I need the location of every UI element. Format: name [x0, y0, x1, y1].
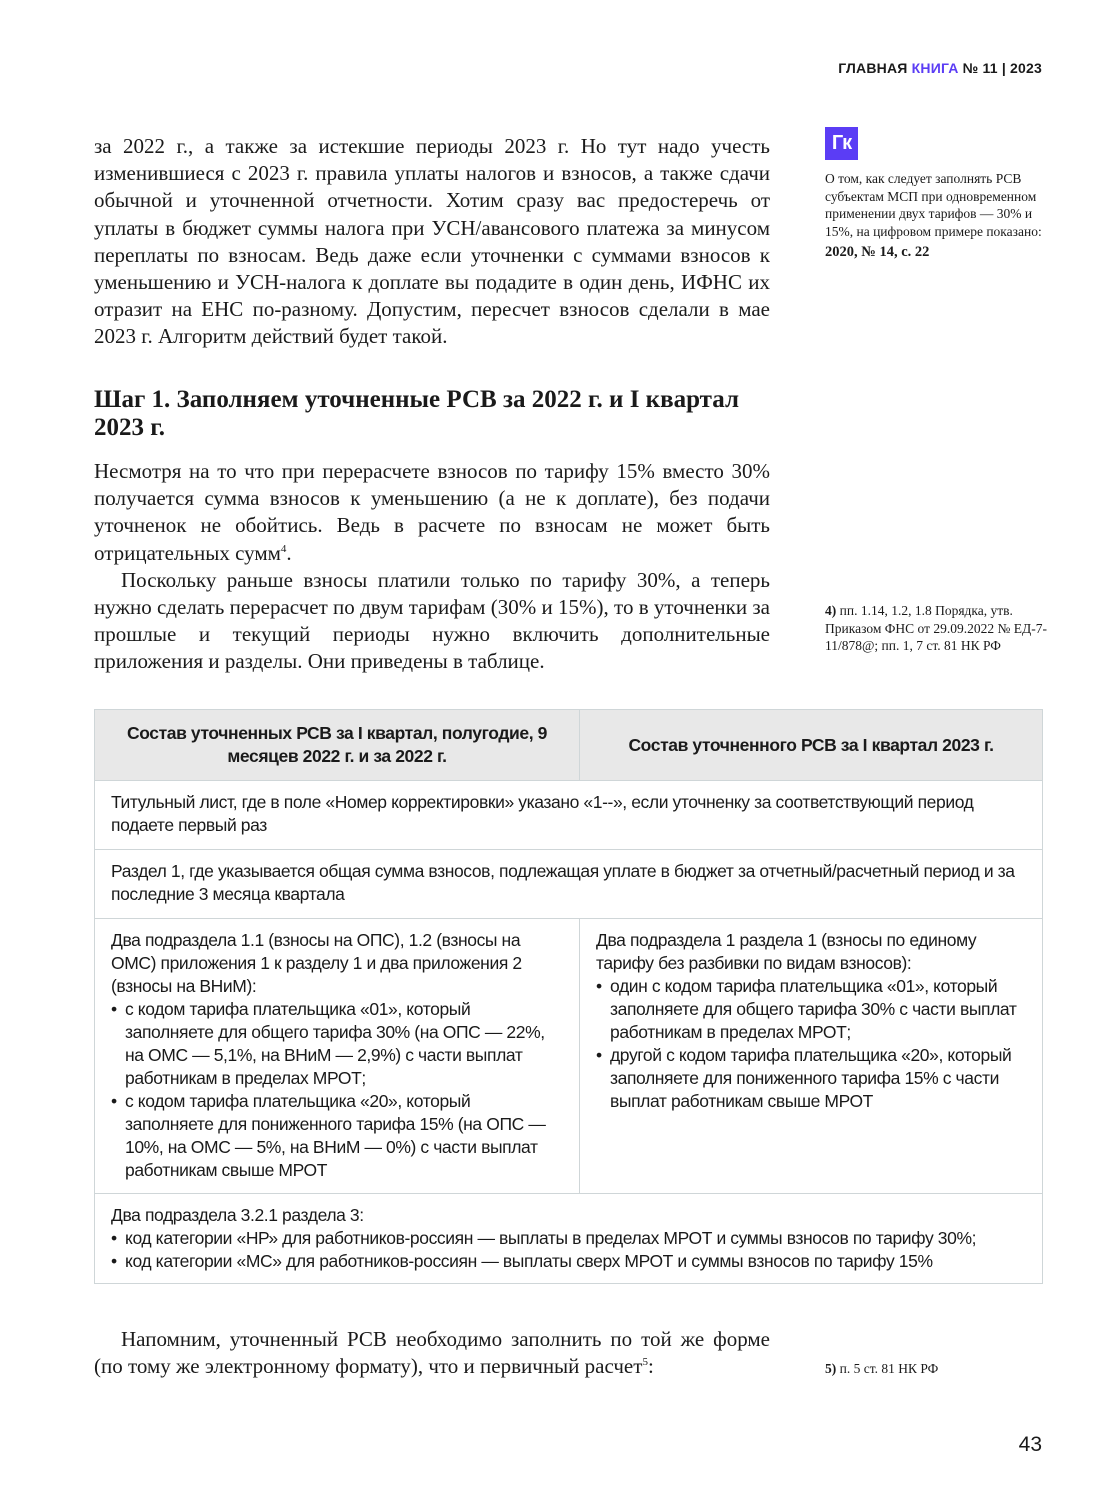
column-header: Состав уточненного РСВ за I квартал 2023 г.	[580, 710, 1043, 781]
table-row	[95, 1194, 1043, 1284]
sidebar-reference: 2020, № 14, с. 22	[825, 244, 930, 261]
closing-paragraph	[94, 1326, 770, 1380]
brand-name: ГЛАВНАЯ	[838, 60, 908, 76]
table-cell: Раздел 1, где указывается общая сумма взносов, подлежащая уплате в бюджет за отчетный/расчетный период и за последние 3 месяца квартала	[95, 850, 1043, 919]
footnote-number: 5)	[825, 1361, 837, 1376]
list-item: • другой с кодом тарифа плательщика «20», который заполняете для пониженного тарифа 15% с части выплат работникам свыше МРОТ	[610, 1044, 1026, 1113]
issue-number: № 11 | 2023	[962, 60, 1042, 76]
table-header-row	[95, 710, 1043, 781]
sidebar-text: О том, как следует заполнять РСВ субъектам МСП при одновременном применении двух тарифов — 30% и 15%, на цифровом примере показано:	[825, 171, 1042, 239]
list-item: • код категории «НР» для работников-россиян — выплаты в пределах МРОТ и суммы взносов по тарифу 30%;	[125, 1227, 1034, 1250]
footnote-4	[825, 602, 1050, 655]
paragraph-text: Напомним, уточненный РСВ необходимо заполнить по той же форме (по тому же электронному формату), что и первичный расчет	[94, 1327, 770, 1379]
table-cell	[95, 919, 580, 1194]
table-cell	[580, 919, 1043, 1194]
cell-intro: Два подраздела 1.1 (взносы на ОПС), 1.2 (взносы на ОМС) приложения 1 к разделу 1 и два приложения 2 (взносы на ВНиМ):	[111, 930, 522, 996]
cell-intro: Два подраздела 3.2.1 раздела 3:	[111, 1205, 364, 1225]
footnote-text: п. 5 ст. 81 НК РФ	[839, 1361, 939, 1376]
list-item: • код категории «МС» для работников-россиян — выплаты сверх МРОТ и суммы взносов по тарифу 15%	[125, 1250, 1034, 1273]
table-cell	[95, 1194, 1043, 1284]
body-text	[94, 458, 770, 676]
paragraph-text: за 2022 г., а также за истекшие периоды 2023 г. Но тут надо учесть изменившиеся с 2023 г. правила уплаты налогов и взносов, а также сдачи обычной и уточненной отчетности. Хотим сразу вас предостеречь от уплаты в бюджет суммы налога при УСН/авансового платежа за минусом переплаты по взносам. Ведь даже если уточненки с суммами взносов к уменьшению и УСН-налога к доплате вы подадите в один день, ИФНС их отразит на ЕНС по-разному. Допустим, пересчет взносов сделали в мае 2023 г. Алгоритм действий будет такой.	[94, 134, 770, 349]
comparison-table	[94, 709, 1043, 1284]
footnote-text: пп. 1.14, 1.2, 1.8 Порядка, утв. Приказом ФНС от 29.09.2022 № ЕД-7-11/878@; пп. 1, 7 ст. 81 НК РФ	[825, 603, 1047, 654]
intro-paragraph	[94, 133, 770, 351]
paragraph-1	[94, 458, 770, 567]
punctuation: :	[647, 1354, 654, 1379]
section-heading: Шаг 1. Заполняем уточненные РСВ за 2022 г. и I квартал 2023 г.	[94, 386, 739, 441]
list-item: • один с кодом тарифа плательщика «01», который заполняете для общего тарифа 30% с части выплат работникам в пределах МРОТ;	[610, 975, 1026, 1044]
list-item: • с кодом тарифа плательщика «01», который заполняете для общего тарифа 30% (на ОПС — 22%, на ОМС — 5,1%, на ВНиМ — 2,9%) с части выплат работникам в пределах МРОТ;	[125, 998, 563, 1090]
paragraph-2: Поскольку раньше взносы платили только по тарифу 30%, а теперь нужно сделать перерасчет по двум тарифам (30% и 15%), то в уточненки за прошлые и текущий периоды нужно включить дополнительные приложения и разделы. Они приведены в таблице.	[94, 567, 770, 674]
table-row	[95, 919, 1043, 1194]
bullet-list	[111, 1227, 1034, 1273]
footnote-5	[825, 1360, 1050, 1378]
punctuation: .	[286, 540, 292, 565]
gk-logo: Гк	[825, 127, 858, 160]
footnote-ref[interactable]: 4	[280, 542, 287, 555]
column-header: Состав уточненных РСВ за I квартал, полугодие, 9 месяцев 2022 г. и за 2022 г.	[95, 710, 580, 781]
sidebar-note	[825, 170, 1050, 262]
paragraph-text: Несмотря на то что при перерасчете взносов по тарифу 15% вместо 30% получается сумма взносов к уменьшению (а не к доплате), без подачи уточненок не обойтись. Ведь в расчете по взносам не может быть отрицательных сумм	[94, 459, 770, 565]
page-number: 43	[1018, 1433, 1042, 1456]
running-header	[838, 60, 1042, 76]
bullet-list	[596, 975, 1026, 1113]
paragraph-3	[94, 1326, 770, 1380]
cell-intro: Два подраздела 1 раздела 1 (взносы по единому тарифу без разбивки по видам взносов):	[596, 930, 977, 973]
list-item: • с кодом тарифа плательщика «20», который заполняете для пониженного тарифа 15% (на ОПС — 10%, на ОМС — 5%, на ВНиМ — 0%) с части выплат работникам свыше МРОТ	[125, 1090, 563, 1182]
footnote-number: 4)	[825, 603, 837, 618]
brand-name-accent: КНИГА	[911, 60, 959, 76]
table-row	[95, 781, 1043, 850]
bullet-list	[111, 998, 563, 1182]
table-cell: Титульный лист, где в поле «Номер корректировки» указано «1--», если уточненку за соответствующий период подаете первый раз	[95, 781, 1043, 850]
table-row	[95, 850, 1043, 919]
footnote-ref[interactable]: 5	[642, 1356, 648, 1369]
